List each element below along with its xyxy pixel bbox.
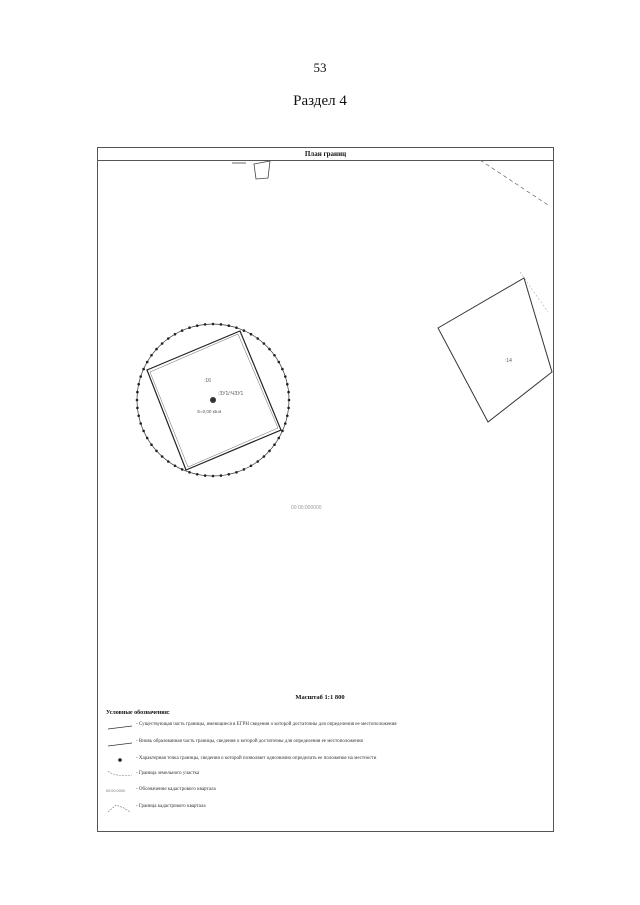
boundary-point <box>220 474 223 477</box>
boundary-point <box>155 348 158 351</box>
boundary-point <box>188 326 191 329</box>
boundary-point <box>273 354 276 357</box>
boundary-point <box>136 407 139 410</box>
boundary-point <box>174 465 177 468</box>
section-title: Раздел 4 <box>293 93 347 109</box>
legend-quarter-boundary-icon <box>108 805 130 812</box>
legend-symbols <box>106 726 132 812</box>
boundary-point <box>268 450 271 453</box>
boundary-point <box>204 474 207 477</box>
boundary-point <box>228 473 231 476</box>
parcel-right <box>438 278 552 422</box>
legend-item-text: - Обозначение кадастрового квартала <box>136 787 216 792</box>
boundary-point <box>284 422 287 425</box>
boundary-point <box>235 326 238 329</box>
legend-item-text: - Граница земельного участка <box>136 771 200 776</box>
boundary-point <box>136 399 139 402</box>
boundary-point <box>284 375 287 378</box>
boundary-point <box>212 323 215 326</box>
boundary-point <box>278 437 281 440</box>
legend-item-text: - Существующая часть границы, имеющиеся в ЕГРН сведения о которой достаточны для определения ее местоположения <box>136 722 397 727</box>
boundary-point <box>256 460 259 463</box>
boundary-point <box>167 460 170 463</box>
boundary-point <box>287 407 290 410</box>
boundary-point <box>181 468 184 471</box>
quarter-label: 00:00:000000 <box>291 505 322 511</box>
legend-quarter-label-icon: 00:00:0000 <box>106 789 126 793</box>
boundary-point <box>155 450 158 453</box>
plan-title: План границ <box>98 148 553 161</box>
boundary-point <box>250 465 253 468</box>
boundary-point <box>161 455 164 458</box>
parcel-fragment-top <box>232 161 270 179</box>
boundary-point <box>142 430 145 433</box>
boundary-point <box>136 391 139 394</box>
boundary-point <box>204 323 207 326</box>
parcel-right-label: :14 <box>505 358 512 364</box>
boundary-point <box>278 361 281 364</box>
boundary-point <box>228 324 231 327</box>
boundary-point <box>273 443 276 446</box>
boundary-point <box>287 391 290 394</box>
legend-point-icon <box>118 758 122 762</box>
boundary-point <box>268 348 271 351</box>
boundary-point <box>235 471 238 474</box>
boundary-point <box>150 443 153 446</box>
boundary-point <box>188 471 191 474</box>
boundary-point <box>243 329 246 332</box>
boundary-point <box>137 415 140 418</box>
boundary-point <box>263 342 266 345</box>
boundary-point <box>288 399 291 402</box>
boundary-point <box>174 333 177 336</box>
boundary-point <box>256 337 259 340</box>
page-number: 53 <box>313 60 327 75</box>
boundary-point <box>146 361 149 364</box>
legend-solid-line-icon <box>108 726 132 729</box>
boundary-point <box>281 368 284 371</box>
boundary-point <box>196 473 199 476</box>
legend-red-line-icon <box>108 743 132 746</box>
parcel-left-number: :ЗУ1/:ЧЗУ1 <box>218 391 244 397</box>
boundary-point <box>243 468 246 471</box>
legend-parcel-boundary-icon <box>108 771 132 776</box>
parcel-left-label: :16 <box>204 378 211 384</box>
boundary-point <box>142 368 145 371</box>
boundary-point <box>196 324 199 327</box>
quarter-boundary-line <box>480 160 548 205</box>
boundary-point <box>161 342 164 345</box>
legend-item-text: - Вновь образованная часть границы, сведения о которой достаточны для определения ее местоположения <box>136 739 363 744</box>
boundary-point <box>286 383 289 386</box>
boundary-point <box>137 383 140 386</box>
boundary-point <box>286 415 289 418</box>
boundary-point <box>150 354 153 357</box>
center-point <box>210 397 216 403</box>
boundary-point <box>181 329 184 332</box>
boundary-point <box>167 337 170 340</box>
legend-title: Условные обозначения: <box>106 710 170 716</box>
scale-label: Масштаб 1:1 800 <box>295 694 345 701</box>
legend-item-text: - Характерная точка границы, сведения о которой позволяют однозначно определить ее положение на местности <box>136 756 377 761</box>
legend-item-text: - Граница кадастрового квартала <box>136 804 206 809</box>
boundary-point <box>139 375 142 378</box>
boundary-point <box>220 323 223 326</box>
boundary-point <box>263 455 266 458</box>
parcel-left-area: S=0,00 кв.м <box>197 409 222 414</box>
boundary-point <box>212 475 215 478</box>
boundary-point <box>146 437 149 440</box>
boundary-point <box>250 333 253 336</box>
boundary-point <box>139 422 142 425</box>
